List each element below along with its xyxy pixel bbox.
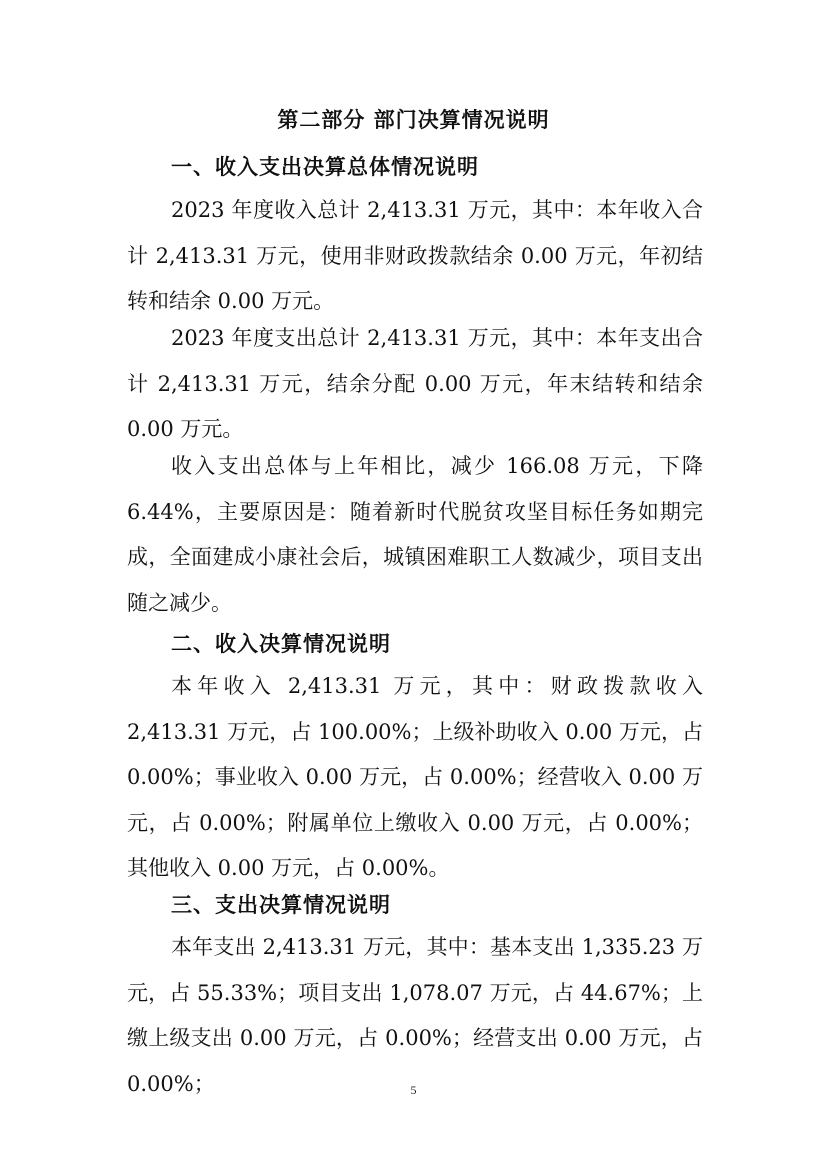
paragraph-expense-total: 2023 年度支出总计 2,413.31 万元，其中：本年支出合计 2,413.31 万元，结余分配 0.00 万元，年末结转和结余 0.00 万元。 — [127, 326, 703, 441]
page-number: 5 — [410, 1083, 417, 1097]
paragraph-yoy-change: 收入支出总体与上年相比，减少 166.08 万元，下降 6.44%，主要原因是：随着新时代脱贫攻坚目标任务如期完成，全面建成小康社会后，城镇困难职工人数减少，项目支出随之减少。 — [127, 454, 703, 615]
paragraph-income-detail: 本年收入 2,413.31 万元，其中：财政拨款收入 2,413.31 万元，占 100.00%；上级补助收入 0.00 万元，占 0.00%；事业收入 0.00 万元，占 0.00%；经营收入 0.00 万元，占 0.00%；附属单位上缴收入 0.00 万元，占 0.00%；其他收入 0.00 万元，占 0.00%。 — [127, 674, 703, 880]
section-heading-expense: 三、支出决算情况说明 — [171, 893, 391, 917]
section-heading-overview: 一、收入支出决算总体情况说明 — [171, 155, 479, 179]
page-title: 第二部分 部门决算情况说明 — [277, 108, 550, 132]
paragraph-income-total: 2023 年度收入总计 2,413.31 万元，其中：本年收入合计 2,413.31 万元，使用非财政拨款结余 0.00 万元，年初结转和结余 0.00 万元。 — [127, 198, 703, 313]
paragraph-expense-detail: 本年支出 2,413.31 万元，其中：基本支出 1,335.23 万元，占 55.33%；项目支出 1,078.07 万元，占 44.67%；上缴上级支出 0.00 万元，占 0.00%；经营支出 0.00 万元，占 0.00%； — [127, 935, 703, 1096]
section-heading-income: 二、收入决算情况说明 — [171, 632, 391, 656]
